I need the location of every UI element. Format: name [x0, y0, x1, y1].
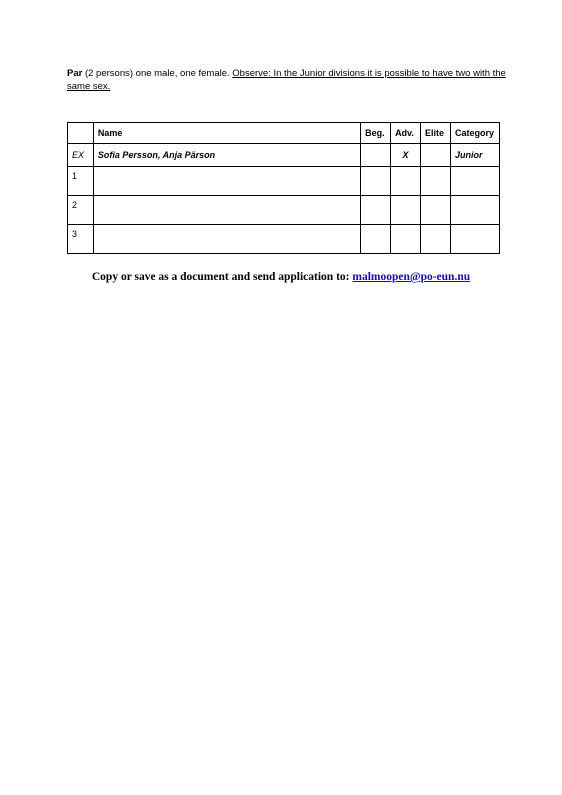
row-beg-cell[interactable] — [361, 196, 391, 225]
header-category: Category — [450, 123, 499, 144]
table-row — [68, 225, 500, 254]
intro-paragraph — [67, 67, 507, 93]
example-row — [68, 144, 500, 167]
row-category-cell[interactable] — [450, 167, 499, 196]
row-id: 3 — [68, 225, 94, 254]
row-beg-cell[interactable] — [361, 225, 391, 254]
example-id: EX — [68, 144, 94, 167]
row-category-cell[interactable] — [450, 225, 499, 254]
pair-description: (2 persons) one male, one female. — [82, 68, 233, 79]
row-adv-cell[interactable] — [391, 196, 421, 225]
example-adv: X — [391, 144, 421, 167]
header-beg: Beg. — [361, 123, 391, 144]
footer-instruction — [0, 271, 562, 283]
header-elite: Elite — [421, 123, 451, 144]
header-id — [68, 123, 94, 144]
row-adv-cell[interactable] — [391, 167, 421, 196]
example-beg — [361, 144, 391, 167]
table-row — [68, 167, 500, 196]
row-elite-cell[interactable] — [421, 167, 451, 196]
row-name-cell[interactable] — [93, 167, 360, 196]
table-header-row — [68, 123, 500, 144]
pair-label: Par — [67, 68, 83, 79]
registration-table — [67, 122, 500, 254]
row-category-cell[interactable] — [450, 196, 499, 225]
row-adv-cell[interactable] — [391, 225, 421, 254]
table-row — [68, 196, 500, 225]
footer-text: Copy or save as a document and send application to: — [91, 271, 353, 283]
row-id: 1 — [68, 167, 94, 196]
junior-note: Observe: In the Junior divisions it is possible to have two with the same sex. — [67, 68, 506, 92]
row-elite-cell[interactable] — [421, 196, 451, 225]
row-id: 2 — [68, 196, 94, 225]
example-elite — [421, 144, 451, 167]
row-beg-cell[interactable] — [361, 167, 391, 196]
example-category: Junior — [450, 144, 499, 167]
email-link[interactable]: malmoopen@po-eun.nu — [352, 271, 471, 283]
row-name-cell[interactable] — [93, 196, 360, 225]
header-name: Name — [93, 123, 360, 144]
row-name-cell[interactable] — [93, 225, 360, 254]
row-elite-cell[interactable] — [421, 225, 451, 254]
example-name: Sofia Persson, Anja Pärson — [93, 144, 360, 167]
header-adv: Adv. — [391, 123, 421, 144]
